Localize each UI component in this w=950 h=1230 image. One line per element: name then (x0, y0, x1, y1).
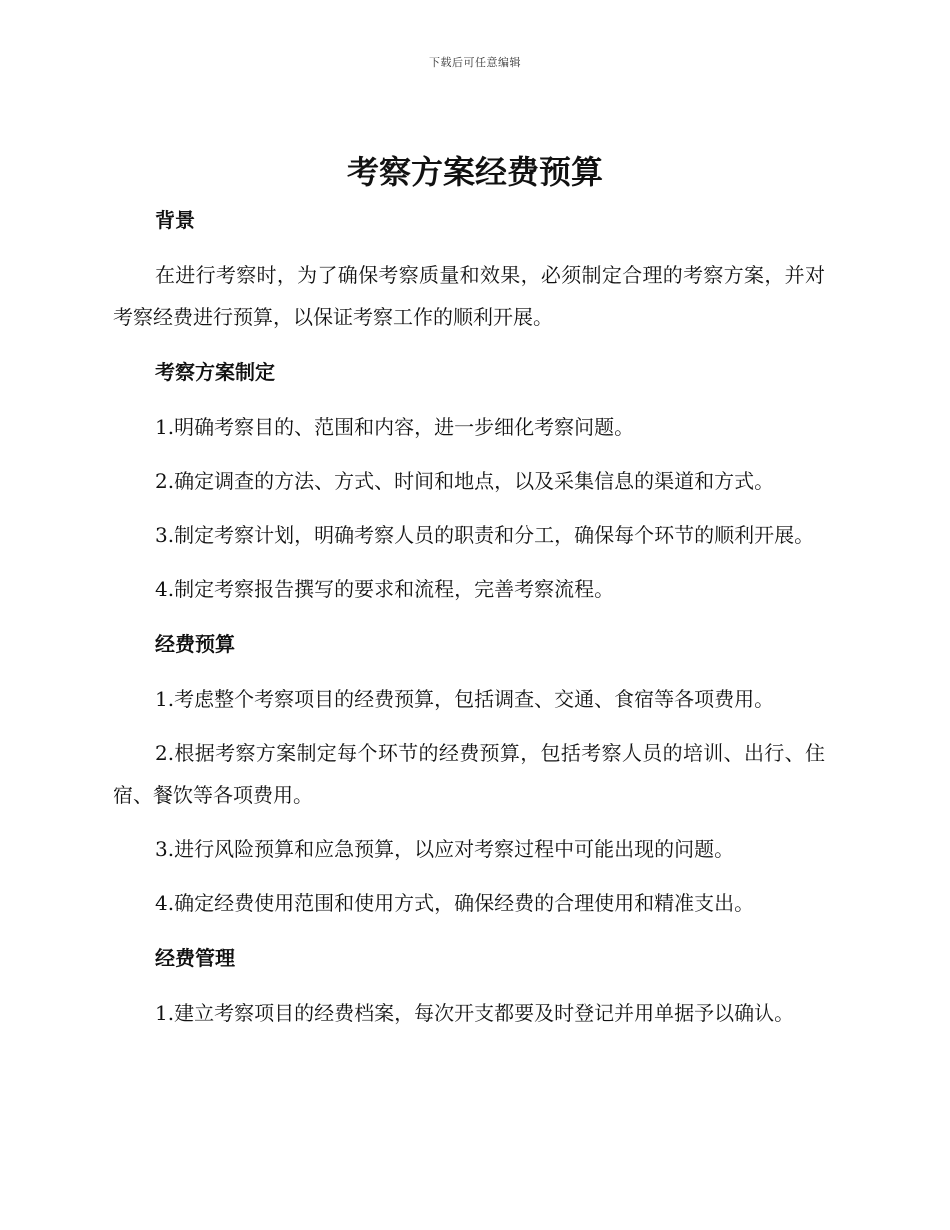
page-header-note: 下载后可任意编辑 (429, 56, 521, 69)
document-title: 考察方案经费预算 (346, 153, 603, 191)
paragraph: 3.进行风险预算和应急预算，以应对考察过程中可能出现的问题。 (155, 837, 735, 861)
section-background (113, 200, 825, 338)
paragraph: 3.制定考察计划，明确考察人员的职责和分工，确保每个环节的顺利开展。 (155, 523, 815, 547)
paragraph: 4.制定考察报告撰写的要求和流程，完善考察流程。 (155, 577, 615, 601)
section-heading: 考察方案制定 (155, 360, 275, 384)
paragraph: 在进行考察时，为了确保考察质量和效果，必须制定合理的考察方案，并对考察经费进行预算，以保证考察工作的顺利开展。 (113, 263, 825, 329)
section-heading: 背景 (155, 208, 195, 232)
section-heading: 经费管理 (155, 946, 235, 970)
section-heading: 经费预算 (155, 632, 235, 656)
paragraph: 2.确定调查的方法、方式、时间和地点，以及采集信息的渠道和方式。 (155, 469, 775, 493)
section-budget (113, 624, 825, 924)
section-plan (113, 352, 825, 610)
paragraph: 1.考虑整个考察项目的经费预算，包括调查、交通、食宿等各项费用。 (155, 687, 775, 711)
paragraph: 1.明确考察目的、范围和内容，进一步细化考察问题。 (155, 415, 635, 439)
paragraph: 4.确定经费使用范围和使用方式，确保经费的合理使用和精准支出。 (155, 891, 755, 915)
paragraph: 1.建立考察项目的经费档案，每次开支都要及时登记并用单据予以确认。 (155, 1001, 795, 1025)
document-body (113, 200, 825, 1034)
section-management (113, 938, 825, 1034)
paragraph: 2.根据考察方案制定每个环节的经费预算，包括考察人员的培训、出行、住宿、餐饮等各项费用。 (113, 741, 825, 807)
